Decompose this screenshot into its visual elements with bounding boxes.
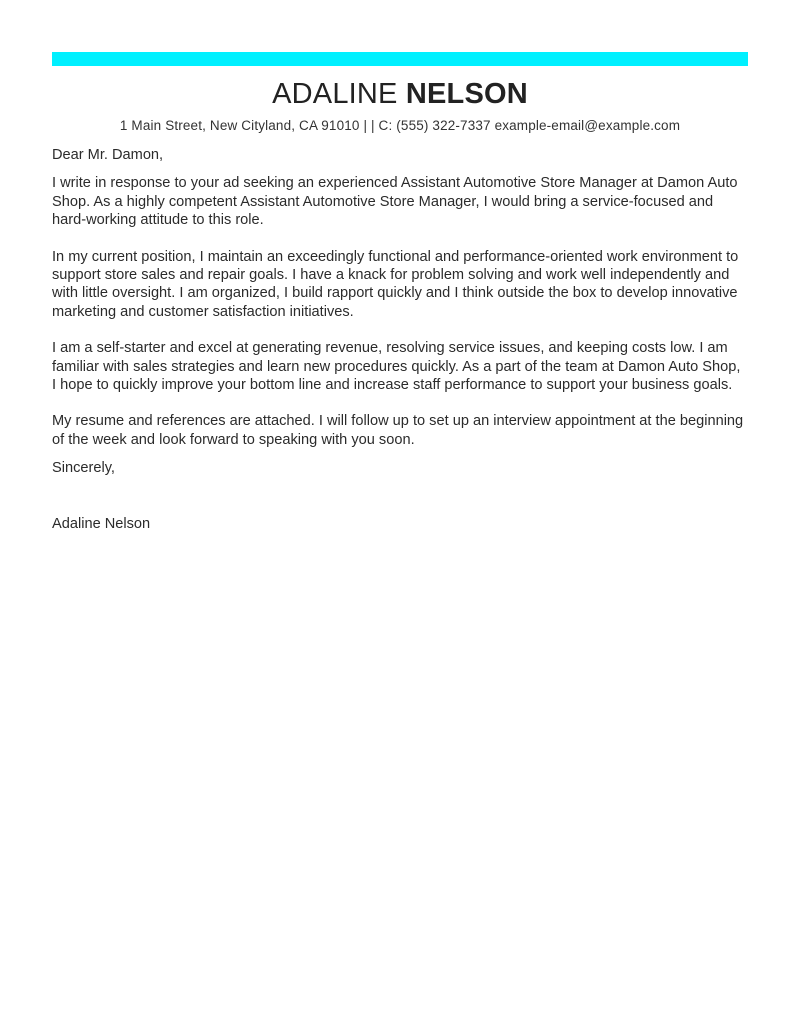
header-accent-bar [52, 52, 748, 66]
applicant-name [52, 76, 748, 112]
last-name: NELSON [405, 78, 528, 110]
paragraph-1: I write in response to your ad seeking an experienced Assistant Automotive Store Manager at Damon Auto Shop. As a highly competent Assistant Automotive Store Manager, I would bring a service-focused and hard-working attitude to this role. [52, 175, 738, 229]
paragraph-3: I am a self-starter and excel at generating revenue, resolving service issues, and keeping costs low. I am familiar with sales strategies and learn new procedures quickly. As a part of the team at Damon Auto Shop, I hope to quickly improve your bottom line and increase staff performance to support your business goals. [52, 340, 741, 394]
contact-info: 1 Main Street, New Cityland, CA 91010 | | C: (555) 322-7337 example-email@example.com [119, 118, 681, 133]
closing: Sincerely, [52, 460, 115, 477]
letter-body [52, 146, 748, 533]
paragraph-2: In my current position, I maintain an exceedingly functional and performance-oriented work environment to support store sales and repair goals. I have a knack for problem solving and work well independently and with little oversight. I am organized, I build rapport quickly and I think outside the box to develop innovative marketing and customer satisfaction initiatives. [52, 248, 739, 320]
first-name: ADALINE [272, 78, 398, 110]
salutation: Dear Mr. Damon, [52, 147, 164, 163]
paragraph-4: My resume and references are attached. I will follow up to set up an interview appointment at the beginning of the week and look forward to speaking with you soon. [52, 413, 744, 448]
signature: Adaline Nelson [52, 515, 151, 532]
